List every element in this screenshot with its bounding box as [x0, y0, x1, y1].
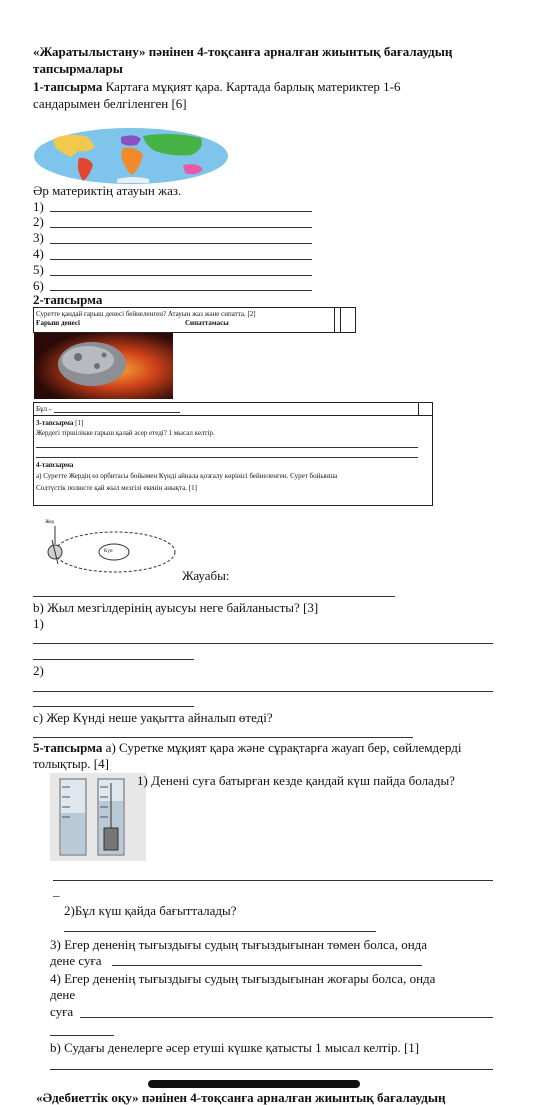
measuring-cylinders-image — [50, 773, 146, 861]
task5-b-answer-line-1[interactable] — [50, 1069, 493, 1070]
task5-q4-line3: суға — [50, 1004, 74, 1019]
task4-b1-line-2[interactable] — [33, 659, 194, 660]
task1-text1: Картаға мұқият қара. Картада барлық материктер 1-6 — [102, 79, 401, 94]
answer-line-3[interactable] — [50, 243, 312, 244]
task2-answer-label: Бұл - — [36, 405, 52, 413]
earth-label: Жер — [45, 520, 54, 525]
answer-label-6: 6) — [33, 278, 44, 293]
task2-answer-line[interactable] — [54, 412, 180, 413]
answer-line-1[interactable] — [50, 211, 312, 212]
task4-label: 4-тапсырма — [36, 461, 74, 469]
task1-text2: сандарымен белгіленген [6] — [33, 96, 187, 111]
task3-question: Жердегі тіршілікке ғарыш қалай әсер етеді? 1 мысал келтір. — [36, 429, 215, 437]
task1-intro — [33, 79, 401, 94]
task2-column-body: Ғарыш денесі — [36, 319, 80, 327]
answer-label-1: 1) — [33, 199, 44, 214]
task1-label: 1-тапсырма — [33, 79, 103, 94]
task3-answer-line-2[interactable] — [36, 457, 418, 458]
table-divider — [418, 402, 419, 415]
task4-b2-label: 2) — [33, 663, 44, 678]
task4-b1-line-1[interactable] — [33, 643, 493, 644]
answer-box — [33, 402, 433, 416]
scroll-indicator[interactable] — [148, 1080, 360, 1088]
answer-line-5[interactable] — [50, 275, 312, 276]
sun-label: Күн — [104, 549, 113, 554]
task5-label: 5-тапсырма — [33, 740, 103, 755]
task4-b1-label: 1) — [33, 616, 44, 631]
task5-q4-line2: дене — [50, 987, 76, 1002]
task3-mark: [1] — [73, 419, 84, 427]
answer-label-3: 3) — [33, 230, 44, 245]
task5-q3-line2: дене суға — [50, 953, 102, 968]
task5-b-question: b) Судағы денелерге әсер етуші күшке қатысты 1 мысал келтір. [1] — [50, 1040, 420, 1055]
task4-b-question: b) Жыл мезгілдерінің ауысуы неге байланысты? [3] — [33, 600, 319, 615]
task5-dash: _ — [53, 883, 60, 898]
task5-q1-line[interactable] — [53, 880, 493, 881]
table-divider — [340, 307, 341, 332]
task3-heading — [36, 419, 83, 428]
task1-instruction: Әр материктің атауын жаз. — [33, 183, 182, 198]
task3-label: 3-тапсырма — [36, 419, 74, 427]
task4-c-question: c) Жер Күнді неше уақытта айналып өтеді? — [33, 710, 273, 725]
earth-orbit-diagram — [40, 518, 180, 578]
task3-answer-line-1[interactable] — [36, 447, 418, 448]
task4-b2-line-1[interactable] — [33, 691, 493, 692]
task5-q1: 1) Денені суға батырған кезде қандай күш пайда болады? — [137, 773, 455, 788]
task5-q3-line1: 3) Егер дененің тығыздығы судың тығыздығынан төмен болса, онда — [50, 937, 428, 952]
task5-text2: толықтыр. [4] — [33, 756, 109, 771]
task5-intro — [33, 740, 461, 755]
answer-line-4[interactable] — [50, 259, 312, 260]
task5-q4-answer-line-2[interactable] — [50, 1035, 114, 1036]
task5-q2: 2)Бұл күш қайда бағытталады? — [64, 903, 237, 918]
page-title-line2: тапсырмалары — [33, 61, 123, 76]
task5-text1: а) Суретке мұқият қара және сұрақтарға жауап бер, сөйлемдерді — [102, 740, 462, 755]
table-divider — [334, 307, 335, 332]
asteroid-image — [34, 333, 173, 399]
task4-answer-label: Жауабы: — [182, 568, 230, 583]
world-map-image — [33, 127, 229, 185]
task4-b2-line-2[interactable] — [33, 706, 194, 707]
task5-q2-line[interactable] — [64, 931, 376, 932]
task5-q4-answer-line[interactable] — [80, 1017, 493, 1018]
task4-question-line1: а) Суретте Жердің өз орбитасы бойымен Күнді айнала қозғалу көрінісі бейнеленген. Сурет бойынша — [36, 472, 338, 480]
answer-line-2[interactable] — [50, 227, 312, 228]
task5-q4-line1: 4) Егер дененің тығыздығы судың тығыздығынан жоғары болса, онда — [50, 971, 436, 986]
task4-question-line2: Солтүстік полюсте қай жыл мезгілі екенін анықта. [1] — [36, 484, 197, 492]
task4-c-line[interactable] — [33, 737, 413, 738]
task2-label: 2-тапсырма — [33, 292, 103, 307]
page-title-line1: «Жаратылыстану» пәнінен 4-тоқсанға арналған жиынтық бағалаудың — [33, 44, 453, 59]
task5-q3-answer-line[interactable] — [112, 965, 422, 966]
next-page-title: «Әдебиеттік оқу» пәнінен 4-тоқсанға арналған жиынтық бағалаудың — [36, 1090, 446, 1105]
task4-answer-line[interactable] — [33, 596, 395, 597]
answer-label-5: 5) — [33, 262, 44, 277]
answer-label-2: 2) — [33, 214, 44, 229]
answer-line-6[interactable] — [50, 290, 312, 291]
task2-column-description: Сипаттамасы — [185, 319, 229, 327]
answer-label-4: 4) — [33, 246, 44, 261]
task2-question: Суретте қандай ғарыш денесі бейнеленген? Атауын жаз және сипатта. [2] — [36, 310, 256, 318]
